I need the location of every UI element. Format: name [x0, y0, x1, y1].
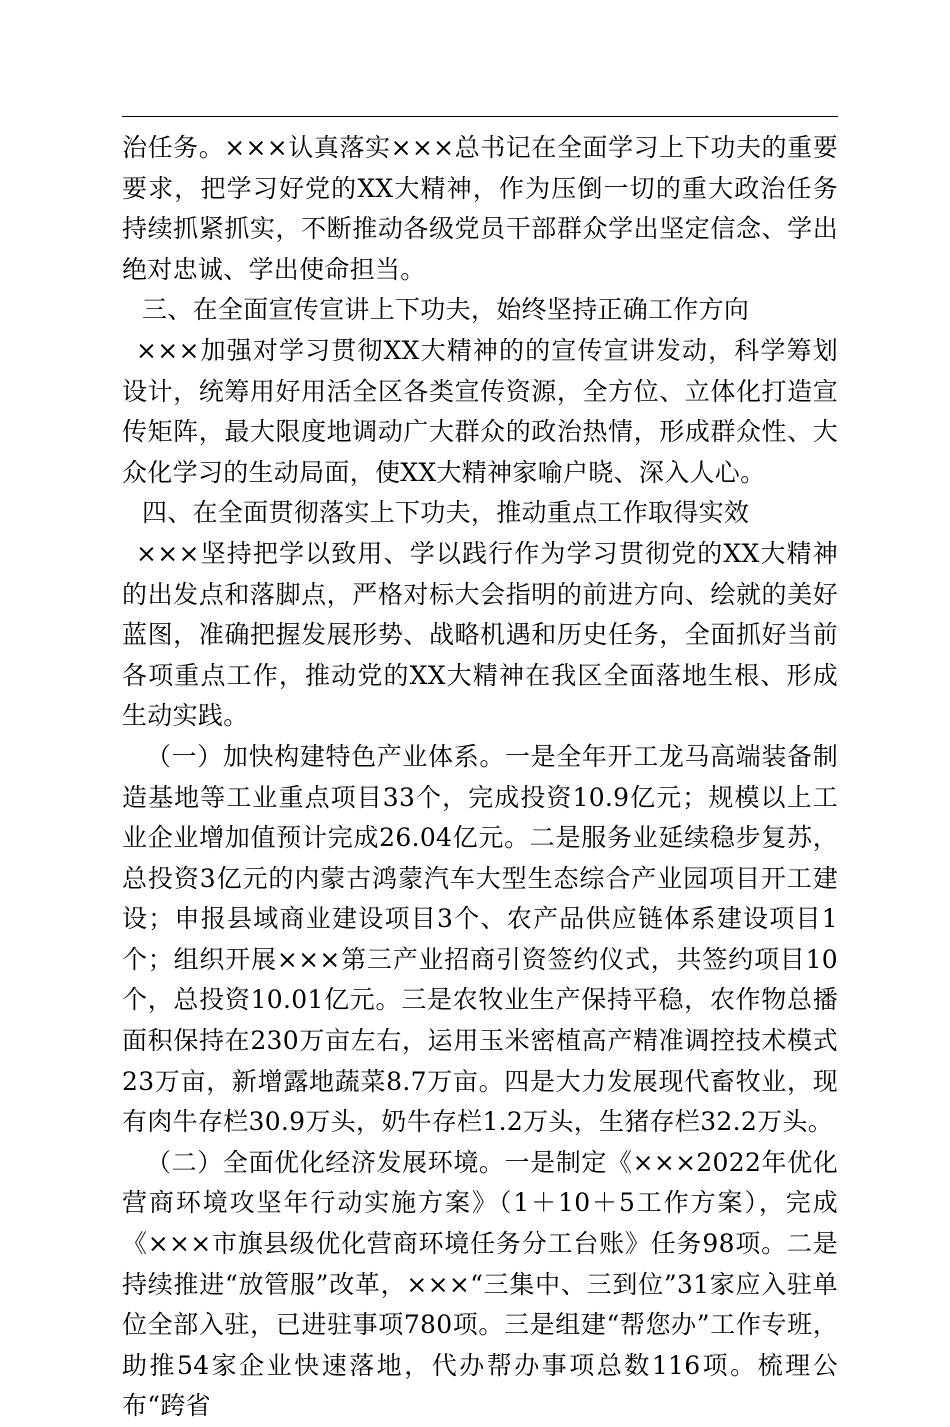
section-heading-four: 四、在全面贯彻落实上下功夫，推动重点工作取得实效 [142, 498, 750, 528]
paragraph-section-four: ×××坚持把学以致用、学以践行作为学习贯彻党的XX大精神的出发点和落脚点，严格对标大会指明的前进方向、绘就的美好蓝图，准确把握发展形势、战略机遇和历史任务，全面抓好当前各项重点工作，推动党的XX大精神在我区全面落地生根、形成生动实践。 [122, 538, 838, 731]
document-body [122, 128, 838, 1427]
paragraph-item-two: （二）全面优化经济发展环境。一是制定《×××2022年优化营商环境攻坚年行动实施方案》（1＋10＋5工作方案），完成《×××市旗县级优化营商环境任务分工台账》任务98项。二是持续推进“放管服”改革，×××“三集中、三到位”31家应入驻单位全部入驻，已进驻事项780项。三是组建“帮您办”工作专班，助推54家企业快速落地，代办帮办事项总数116项。梳理公布“跨省 [122, 1147, 838, 1421]
paragraph-item-one: （一）加快构建特色产业体系。一是全年开工龙马高端装备制造基地等工业重点项目33个，完成投资10.9亿元；规模以上工业企业增加值预计完成26.04亿元。二是服务业延续稳步复苏，总投资3亿元的内蒙古鸿蒙汽车大型生态综合产业园项目开工建设；申报县域商业建设项目3个、农产品供应链体系建设项目1个；组织开展×××第三产业招商引资签约仪式，共签约项目10个，总投资10.01亿元。三是农牧业生产保持平稳，农作物总播面积保持在230万亩左右，运用玉米密植高产精准调控技术模式23万亩，新增露地蔬菜8.7万亩。四是大力发展现代畜牧业，现有肉牛存栏30.9万头，奶牛存栏1.2万头，生猪存栏32.2万头。 [122, 741, 838, 1137]
section-heading-three: 三、在全面宣传宣讲上下功夫，始终坚持正确工作方向 [142, 295, 750, 325]
paragraph-continuation: 治任务。×××认真落实×××总书记在全面学习上下功夫的重要要求，把学习好党的XX大精神，作为压倒一切的重大政治任务持续抓紧抓实，不断推动各级党员干部群众学出坚定信念、学出绝对忠诚、学出使命担当。 [122, 133, 838, 284]
header-rule [122, 116, 838, 117]
paragraph-section-three: ×××加强对学习贯彻XX大精神的的宣传宣讲发动，科学筹划设计，统筹用好用活全区各类宣传资源，全方位、立体化打造宣传矩阵，最大限度地调动广大群众的政治热情，形成群众性、大众化学习的生动局面，使XX大精神家喻户晓、深入人心。 [122, 335, 838, 487]
